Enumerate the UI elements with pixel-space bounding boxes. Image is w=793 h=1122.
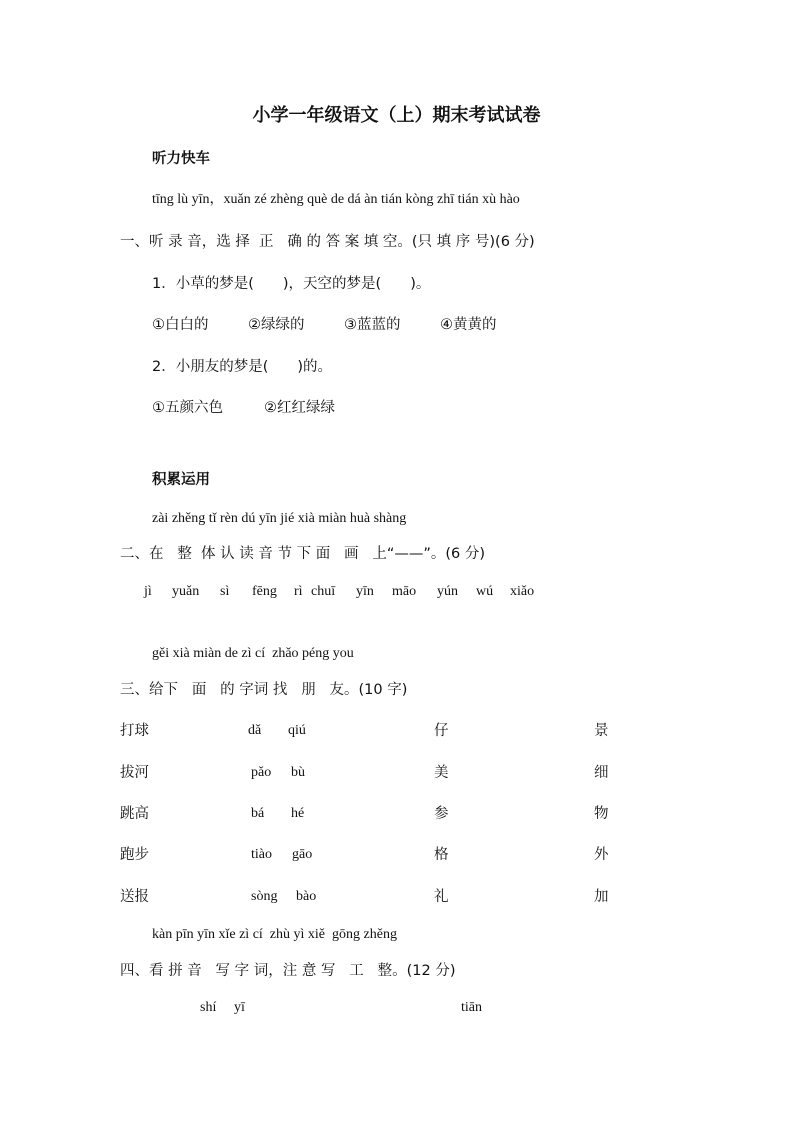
question-4: 四、看 拼 音 写 字 词，注 意 写 工 整。(12 分) <box>120 963 456 979</box>
match-pinyin: bù <box>291 765 305 780</box>
pinyin-line: gěi xià miàn de zì cí zhǎo péng you <box>152 646 354 661</box>
match-char: 格 <box>434 847 449 863</box>
match-pinyin: hé <box>291 806 305 821</box>
syllable: rì <box>294 584 303 599</box>
match-word: 打球 <box>120 723 149 739</box>
match-char: 物 <box>594 806 609 822</box>
match-char: 细 <box>594 765 609 781</box>
section-heading-accumulation: 积累运用 <box>152 472 210 488</box>
match-char: 加 <box>594 889 609 905</box>
match-char: 参 <box>434 806 449 822</box>
match-pinyin: tiào <box>251 847 272 862</box>
sub-question-1: 1．小草的梦是( )，天空的梦是( )。 <box>152 276 431 292</box>
syllable: wú <box>476 584 494 599</box>
syllable: yuǎn <box>172 584 200 599</box>
page-title: 小学一年级语文（上）期末考试试卷 <box>252 105 541 126</box>
match-word: 送报 <box>120 889 149 905</box>
pinyin-line: tīng lù yīn，xuǎn zé zhèng què de dá àn tián kòng zhī tián xù hào <box>152 192 520 207</box>
syllable: chuī <box>311 584 336 599</box>
match-char: 礼 <box>434 889 449 905</box>
section-heading-listening: 听力快车 <box>152 151 210 167</box>
write-pinyin: shí <box>200 1000 217 1015</box>
write-pinyin: yī <box>234 1000 245 1015</box>
match-char: 外 <box>594 847 609 863</box>
question-3: 三、给下 面 的 字词 找 朋 友。(10 字) <box>120 682 408 698</box>
syllable: yún <box>437 584 458 599</box>
option-item: ①白白的 <box>152 317 209 333</box>
sub-question-2: 2．小朋友的梦是( )的。 <box>152 359 333 375</box>
match-pinyin: gāo <box>292 847 313 862</box>
question-1: 一、听 录 音，选 择 正 确 的 答 案 填 空。(只 填 序 号)(6 分) <box>120 234 535 250</box>
match-word: 跑步 <box>120 847 149 863</box>
option-item: ①五颜六色 <box>152 400 223 416</box>
syllable: jì <box>144 584 152 599</box>
question-2: 二、在 整 体 认 读 音 节 下 面 画 上“——”。(6 分) <box>120 546 486 562</box>
pinyin-line: zài zhěng tǐ rèn dú yīn jié xià miàn huà shàng <box>152 511 407 526</box>
syllable: sì <box>220 584 230 599</box>
match-pinyin: bào <box>296 889 317 904</box>
match-word: 跳高 <box>120 806 149 822</box>
option-item: ④黄黄的 <box>440 317 497 333</box>
match-char: 景 <box>594 723 609 739</box>
match-pinyin: sòng <box>251 889 278 904</box>
match-word: 拔河 <box>120 765 149 781</box>
option-item: ③蓝蓝的 <box>344 317 401 333</box>
match-char: 美 <box>434 765 449 781</box>
syllable: māo <box>392 584 417 599</box>
syllable: fēng <box>252 584 277 599</box>
match-pinyin: qiú <box>288 723 306 738</box>
match-pinyin: dǎ <box>248 723 262 738</box>
write-pinyin: tiān <box>461 1000 482 1015</box>
pinyin-line: kàn pīn yīn xǐe zì cí zhù yì xiě gōng zhěng <box>152 927 397 942</box>
syllable: xiǎo <box>510 584 535 599</box>
syllable: yīn <box>356 584 374 599</box>
match-pinyin: pǎo <box>251 765 272 780</box>
match-pinyin: bá <box>251 806 265 821</box>
option-item: ②绿绿的 <box>248 317 305 333</box>
match-char: 仔 <box>434 723 449 739</box>
option-item: ②红红绿绿 <box>264 400 335 416</box>
